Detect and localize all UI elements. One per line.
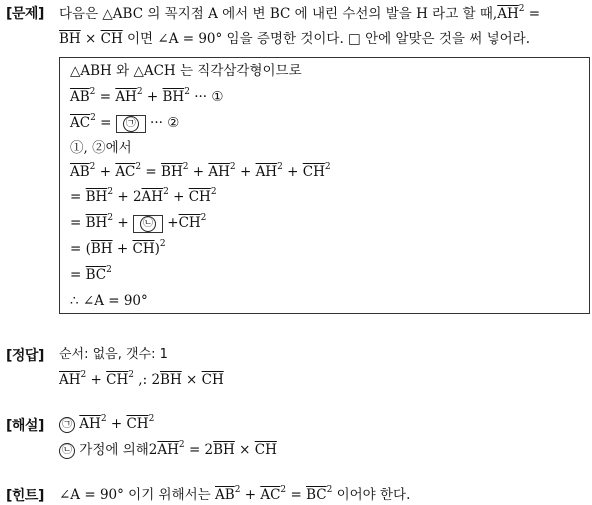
times-sign: × [80,31,101,47]
operator: × [181,372,202,388]
hint-text: ∠A = 90° 이기 위해서는 [59,487,216,503]
segment: $\overline{AH}$ [255,164,278,180]
segment: $\overline{AH}$ [141,189,164,205]
operator: + 2 [113,189,142,205]
operator: + [112,241,133,257]
explanation-line-1 [59,415,154,433]
segment-ah: $\overline{AH}$ [497,6,519,22]
exponent: 2 [128,370,135,380]
exponent: 2 [324,162,331,172]
segment: $\overline{AH}$ [115,89,137,105]
segment: $\overline{AB}$ [215,487,235,503]
operator: = [70,267,86,283]
segment: $\overline{BH}$ [213,442,235,458]
separator: ,: 2 [134,372,161,388]
exponent: 2 [135,162,142,172]
exponent: 2 [163,187,169,197]
operator: = [70,215,86,231]
segment: $\overline{CH}$ [302,164,325,180]
operator: + [235,164,256,180]
hint-text: 이어야 한다. [332,487,411,503]
exponent: 2 [178,440,185,450]
proof-line-7 [70,214,206,233]
segment: $\overline{AB}$ [70,89,90,105]
segment: $\overline{AC}$ [70,115,91,131]
exponent: 2 [280,485,287,495]
exponent: 2 [200,213,207,223]
exponent: 2 [107,213,114,223]
segment: $\overline{CH}$ [254,442,277,458]
exponent: 2 [182,162,189,172]
operator: = ( [70,241,91,257]
exponent: 2 [100,414,107,424]
operator: + [162,215,179,231]
segment: $\overline{AH}$ [79,416,101,432]
operator: ) [154,241,160,257]
operator: + [142,89,163,105]
problem-tag: [문제] [6,6,44,22]
exponent: 2 [277,162,283,172]
exponent: 2 [148,414,155,424]
hint-tag: [힌트] [6,488,44,504]
exponent: 2 [159,239,166,249]
circled-letter: ㉠ [123,116,139,132]
segment: $\overline{CH}$ [178,215,201,231]
segment: $\overline{AH}$ [157,442,179,458]
circled-letter: ㉡ [140,216,156,232]
proof-line-10: ∴ ∠A = 90° [70,293,148,309]
exponent: 2 [229,162,236,172]
problem-line-2 [59,30,530,48]
circled-letter: ㉠ [59,417,75,433]
explanation-text: 가정에 의해2 [75,442,158,458]
exponent: 2 [80,370,87,380]
segment: $\overline{BH}$ [160,372,182,388]
segment: $\overline{BH}$ [85,215,108,231]
segment: $\overline{AH}$ [208,164,230,180]
exponent: 2 [234,485,241,495]
proof-line-3 [70,114,179,133]
circled-letter: ㉡ [59,443,75,459]
answer-line-2 [59,371,224,389]
exponent: 2 [210,187,217,197]
segment: $\overline{BC}$ [306,487,327,503]
equals-sign: = [524,6,541,22]
explanation-tag: [해설] [6,418,44,434]
exponent: 2 [136,87,143,97]
exponent: 2 [326,485,333,495]
proof-line-2 [70,88,223,106]
proof-line-1: △ABH 와 △ACH 는 직각삼각형이므로 [70,63,302,79]
proof-line-4: ①, ②에서 [70,140,132,156]
proof-line-8 [70,240,166,258]
segment: $\overline{CH}$ [126,416,149,432]
answer-line-1: 순서: 없음, 갯수: 1 [59,347,168,362]
segment: $\overline{CH}$ [201,372,224,388]
segment: $\overline{AB}$ [70,164,90,180]
problem-text: 이면 ∠A = 90° 임을 증명한 것이다. □ 안에 알맞은 것을 써 넣어라. [122,31,531,47]
segment-bh: $\overline{BH}$ [59,31,81,47]
operator: + [95,164,116,180]
segment: $\overline{AC}$ [115,164,136,180]
segment: $\overline{BH}$ [90,241,113,257]
operator: + [282,164,303,180]
segment: $\overline{CH}$ [132,241,155,257]
segment: $\overline{AC}$ [260,487,281,503]
exponent: 2 [89,162,96,172]
operator: = [70,189,86,205]
exponent: 2 [89,87,96,97]
proof-line-5 [70,163,331,181]
operator: = [141,164,162,180]
proof-line-6 [70,188,217,206]
operator: + [240,487,261,503]
segment: $\overline{BC}$ [85,267,107,283]
equation-label: ··· ② [145,115,180,131]
problem-line-1 [59,5,540,23]
exponent: 2 [106,265,112,275]
operator: = [286,487,307,503]
segment-ch: $\overline{CH}$ [100,31,123,47]
operator: = [95,89,116,105]
segment: $\overline{CH}$ [106,372,129,388]
explanation-line-2 [59,441,277,459]
exponent: 2 [518,4,525,14]
exponent: 2 [184,87,190,97]
problem-text: 다음은 △ABC 의 꼭지점 A 에서 변 BC 에 내린 수선의 발을 H 라고 할 때, [59,6,498,22]
operator: + [106,416,127,432]
exponent: 2 [107,187,114,197]
operator: + [113,215,133,231]
segment: $\overline{BH}$ [161,164,183,180]
operator: + [86,372,107,388]
exponent: 2 [90,113,96,123]
operator: × [234,442,255,458]
proof-line-9 [70,266,112,284]
answer-blank-2[interactable] [133,215,163,233]
segment: $\overline{CH}$ [188,189,211,205]
hint-line [59,486,410,504]
equation-label: ··· ① [189,89,224,105]
segment: $\overline{AH}$ [59,372,81,388]
operator: = 2 [184,442,214,458]
operator: = [95,115,116,131]
segment: $\overline{BH}$ [85,189,108,205]
answer-blank-1[interactable] [116,115,146,133]
operator: + [188,164,209,180]
segment: $\overline{BH}$ [162,89,185,105]
answer-tag: [정답] [6,348,44,364]
operator: + [168,189,189,205]
